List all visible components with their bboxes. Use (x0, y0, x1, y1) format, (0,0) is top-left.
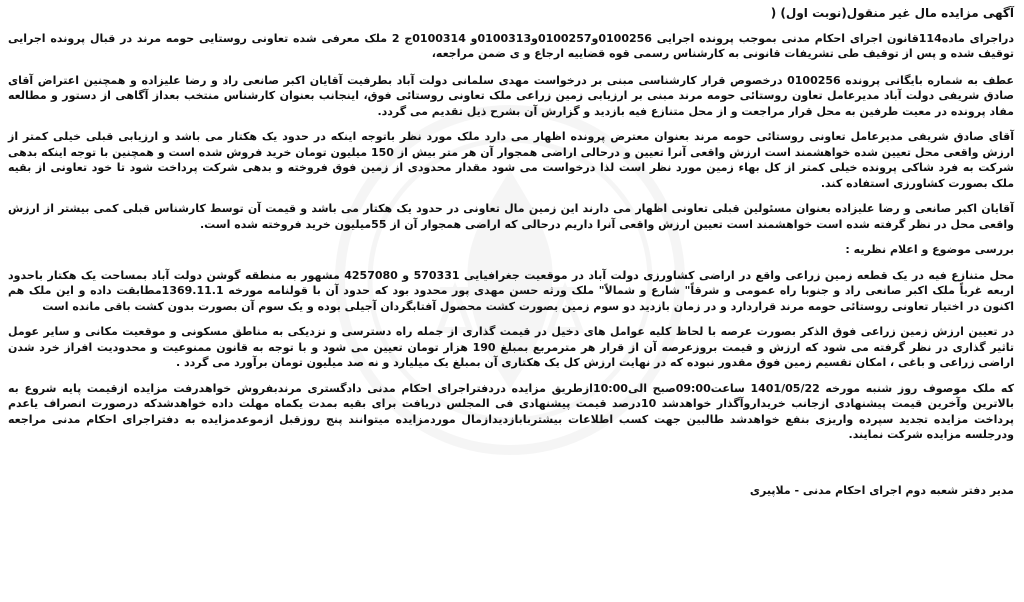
notice-title: آگهی مزایده مال غیر منقول(نوبت اول) ( (770, 6, 1014, 20)
expert-paragraph: عطف به شماره بایگانی پرونده 0100256 درخصوص قرار کارشناسی مبنی بر درخواست مهدی سلمانی دولت آباد بطرفیت آقایان اکبر صانعی راد و رضا علیزاده و همچنین اعتراض آقای صادق شریفی دولت آباد مدیرعامل تعاون روستائی حومه مرند مبنی بر ارزیابی زمین زراعی ملک تعاونی روستائی فوق، اینجانب بعنوان کارشناس منتخب بعداز آگاهی از دستور و مطالعه مفاد پرونده در معیت طرفین به محل قرار مراجعت و از محل متنازع فیه بازدید و گزارش آن بشرح ذیل تقدیم می گردد. (8, 73, 1014, 118)
signature-line: مدیر دفتر شعبه دوم اجرای احکام مدنی - ملاپیری (749, 483, 1014, 497)
auction-paragraph: که ملک موصوف روز شنبه مورخه 1401/05/22 ساعت09:00صبح الی10:00ازطریق مزایده دردفتراجرای احکام مدنی دادگستری مرندبفروش خواهدرفت مزایده ازقیمت پایه شروع به بالاترین وآخرین قیمت پیشنهادی ازجانب خریداروآگذار خواهدشد 10درصد قیمت پیشنهادی فی المجلس دریافت برای بقیه بمدت یکماه مهلت داده خواهدشدکه درصورت انصراف یاعدم پرداخت مزایده تجدید سپرده واریزی بنفع خواهدشد طالبین جهت کسب اطلاعات بیشتربابازدیدازمال موردمزایده میتوانند پنج روزقبل ازموعدمزایده به دفتراجرای احکام مدنی مراجعه ودرجلسه مزایده شرکت نمایند. (8, 381, 1014, 441)
objection-paragraph-2: آقایان اکبر صانعی و رضا علیزاده بعنوان مسئولین قبلی تعاونی اظهار می دارند این زمین مال تعاونی در حدود یک هکتار می باشد و قیمت آن توسط کارشناس قبلی کمی بیشتر از ارزش واقعی محل در نظر گرفته شده است خواهشمند است تعیین ارزش واقعی آنرا داریم درحالی که اراضی همجوار آن از 55میلیون خرید فروخته شده است. (8, 202, 1014, 231)
intro-paragraph: دراجرای ماده114قانون اجرای احکام مدنی بموجب پرونده اجرایی 0100256و0100257و0100313و 0100314ج 2 ملک معرفی شده تعاونی روستایی حومه مرند در قبال پرونده اجرایی توقیف شده و پس از توقیف طی تشریفات قانونی به کارشناس رسمی قوه قضاییه ارجاع و ی ضمن مراجعه، (8, 31, 1015, 60)
review-heading: بررسی موضوع و اعلام نظریه : (845, 243, 1014, 256)
valuation-paragraph: در تعیین ارزش زمین زراعی فوق الذکر بصورت عرصه با لحاظ کلیه عوامل های دخیل در قیمت گذاری از جمله راه دسترسی و نزدیکی به مناطق مسکونی و موقعیت مکانی و سایر عومل تاثیر گذاری در نظر گرفته می شود که ارزش و قیمت بروزعرصه آن از قرار هر مترمربع بمبلغ 190 هزار تومان تعیین می شود و با توجه به قانون ممنوعیت و محدودیت افراز خرد شدن اراضی زراعی و باغی ، امکان تقسیم زمین فوق مقدور نبوده که در نهایت ارزش کل یک هکتاری آن بمبلغ یک میلیارد و نه صد میلیون تومان برآورد می گردد . (8, 325, 1014, 369)
objection-paragraph-1: آقای صادق شریفی مدیرعامل تعاونی روستائی حومه مرند بعنوان معترض پرونده اظهار می دارد ملک مورد نظر باتوجه اینکه در حدود یک هکتار می باشد و ارزیابی قبلی خیلی کمتر از ارزش واقعی محل تعیین شده خواهشمند است ارزش واقعی آنرا تعیین و درحالی اراضی همجوار آن هر متر بیش از 150 میلیون تومان خرید فروش شده است و همچنین با توجه اینکه بدهی شرکت به فرد شاکی پرونده خیلی کمتر از کل بهاء زمین مورد نظر است لذا درخواست می شود مقدار محدودی از زمین فوق فروخته و بدهی شرکت پرداخت شود تا خود تعاونی از بقیه ملک بصورت کشاورزی استفاده کند. (8, 130, 1014, 190)
property-paragraph: محل متنازع فیه در یک قطعه زمین زراعی واقع در اراضی کشاورزی دولت آباد در موقعیت جغرافیایی 570331 و 4257080 مشهور به منطقه گوشن دولت آباد بمساحت یک هکتار باحدود اربعه غرباً ملک اکبر صانعی راد و جنوبا راه عمومی و شرقاً" شارع و شمالاً" ملک ورثه حسن مهدی پور محدود بود که حدود آن با قولنامه مورخه 1369.11.1مطابقت داده و این ملک هم اکنون در اختیار تعاونی روستائی حومه مرند قراردارد و در زمان بازدید دو سوم زمین بصورت کشت محصول آفتابگردان آجیلی بوده و یک سوم آن بصورت بدون کشت باقی مانده است (8, 268, 1015, 313)
auction-notice-document (8, 6, 1014, 498)
